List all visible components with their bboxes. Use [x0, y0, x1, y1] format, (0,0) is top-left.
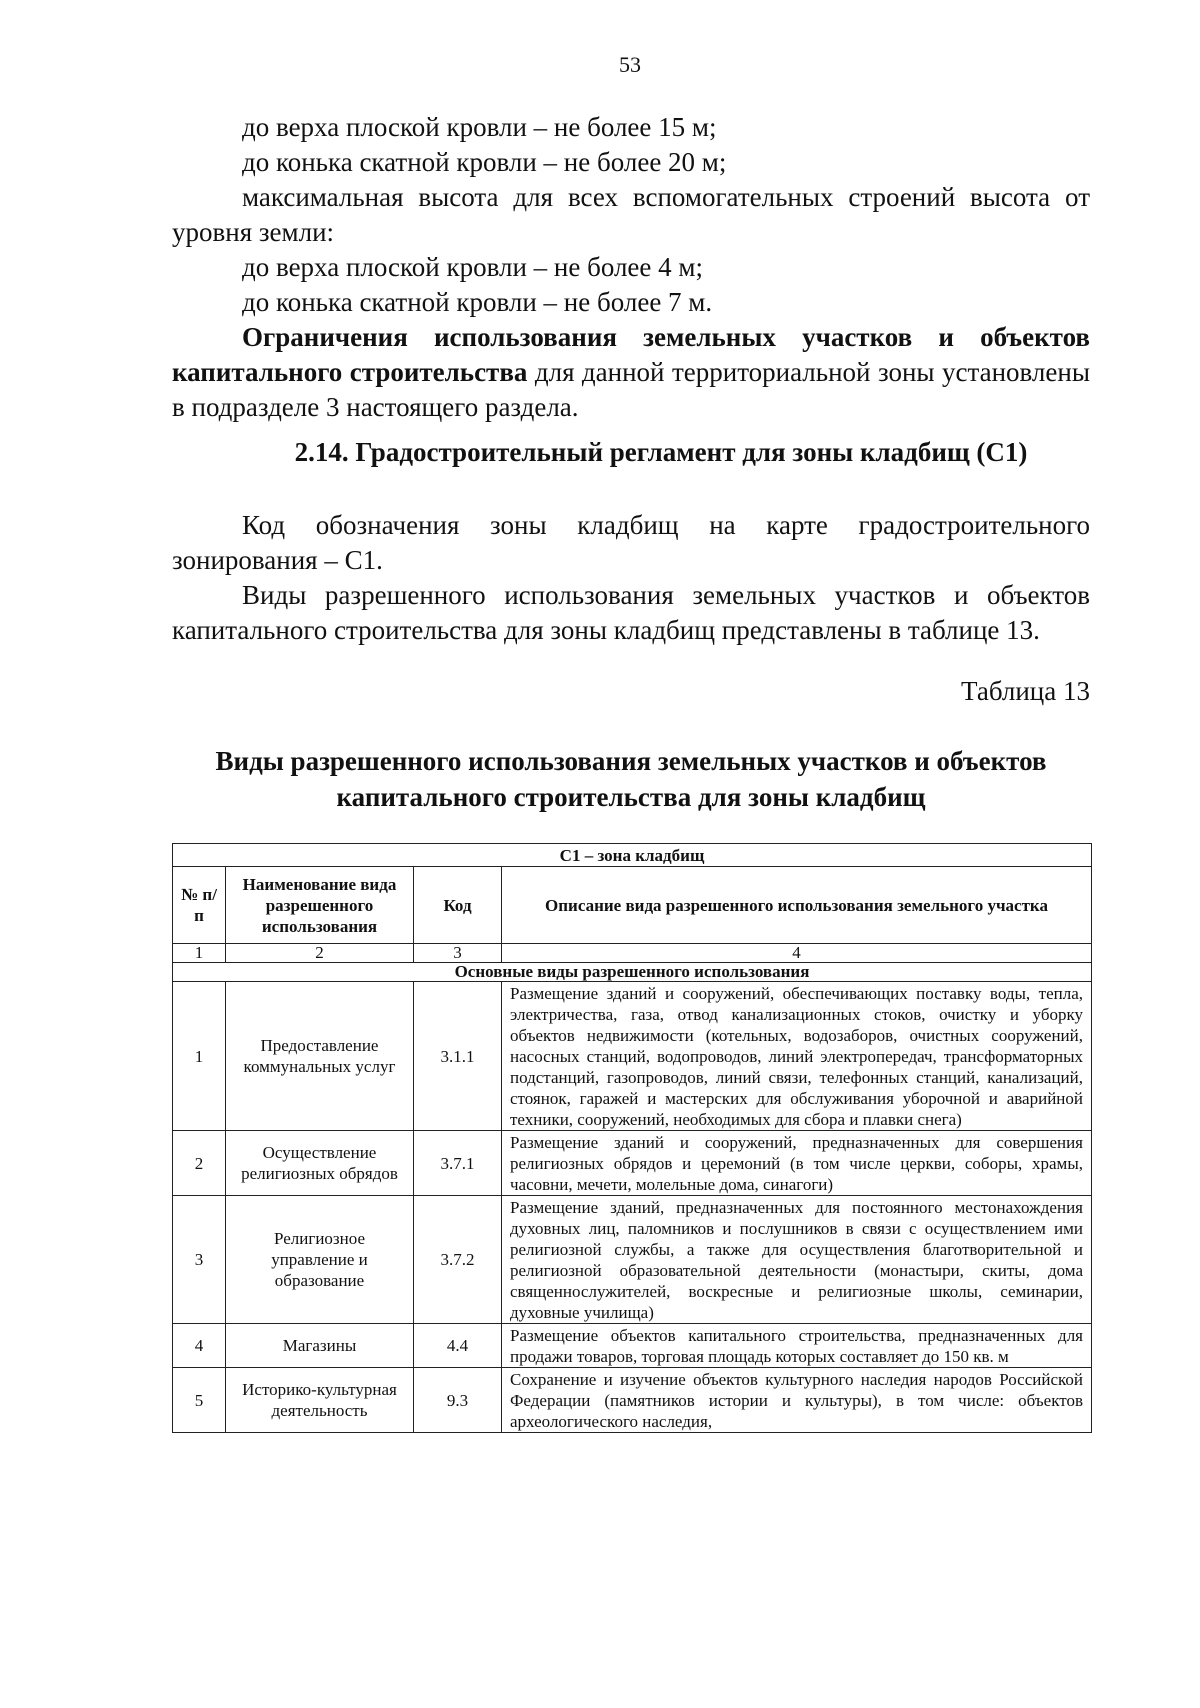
- intro-line-2: до конька скатной кровли – не более 20 м;: [242, 147, 727, 177]
- header-code: Код: [414, 867, 502, 944]
- header-num: № п/п: [173, 867, 226, 944]
- row-num: 2: [173, 1131, 226, 1196]
- body-paragraph-2: Виды разрешенного использования земельных участков и объектов капитального строительства для зоны кладбищ представлены в таблице 13.: [172, 580, 1090, 645]
- row-num: 3: [173, 1196, 226, 1324]
- row-desc: Размещение объектов капитального строительства, предназначенных для продажи товаров, торговая площадь которых составляет до 150 кв. м: [502, 1324, 1092, 1368]
- restrictions-paragraph: [172, 320, 1090, 425]
- body-block: [172, 508, 1090, 648]
- table-row: [173, 1196, 1092, 1324]
- row-code: 3.7.1: [414, 1131, 502, 1196]
- row-code: 4.4: [414, 1324, 502, 1368]
- table-title: [172, 743, 1090, 815]
- body-paragraph-1: Код обозначения зоны кладбищ на карте градостроительного зонирования – С1.: [172, 510, 1090, 575]
- intro-line-5: до конька скатной кровли – не более 7 м.: [242, 287, 713, 317]
- row-num: 1: [173, 982, 226, 1131]
- row-code: 3.1.1: [414, 982, 502, 1131]
- section-heading: 2.14. Градостроительный регламент для зоны кладбищ (С1): [294, 437, 1028, 467]
- col-number-1: 1: [173, 944, 226, 963]
- page-number: 53: [619, 52, 641, 77]
- header-desc: Описание вида разрешенного использования земельного участка: [502, 867, 1092, 944]
- regulations-table: [172, 843, 1092, 1433]
- row-name: Осуществление религиозных обрядов: [226, 1131, 414, 1196]
- row-num: 5: [173, 1368, 226, 1433]
- table-row: [173, 1368, 1092, 1433]
- row-name: Предоставление коммунальных услуг: [226, 982, 414, 1131]
- table-row: [173, 1324, 1092, 1368]
- row-desc: Размещение зданий и сооружений, предназначенных для совершения религиозных обрядов и церемоний (в том числе церкви, соборы, храмы, часовни, мечети, молельные дома, синагоги): [502, 1131, 1092, 1196]
- row-code: 9.3: [414, 1368, 502, 1433]
- row-name: Историко-культурная деятельность: [226, 1368, 414, 1433]
- row-desc: Размещение зданий, предназначенных для постоянного местонахождения духовных лиц, паломников и послушников в связи с осуществлением ими религиозной службы, а также для осуществления благотворительной и религиозной образовательной деятельности (монастыри, скиты, дома священнослужителей, воскресные и религиозные школы, семинарии, духовные училища): [502, 1196, 1092, 1324]
- row-name: Религиозное управление и образование: [226, 1196, 414, 1324]
- restrictions-bold: Ограничения использования земельных участков и объектов капитального строительства: [172, 322, 1090, 387]
- restrictions-rest: для данной территориальной зоны установлены в подразделе 3 настоящего раздела.: [172, 357, 1090, 422]
- table-row: [173, 1131, 1092, 1196]
- table-title-line-1: Виды разрешенного использования земельных участков и объектов: [215, 746, 1047, 776]
- table-label: Таблица 13: [961, 676, 1090, 706]
- intro-line-3: максимальная высота для всех вспомогательных строений высота от уровня земли:: [172, 182, 1090, 247]
- intro-line-1: до верха плоской кровли – не более 15 м;: [242, 112, 717, 142]
- col-number-4: 4: [502, 944, 1092, 963]
- table-row: [173, 982, 1092, 1131]
- main-uses-subheader: Основные виды разрешенного использования: [173, 963, 1092, 982]
- header-name: Наименование вида разрешенного использования: [226, 867, 414, 944]
- row-name: Магазины: [226, 1324, 414, 1368]
- col-number-2: 2: [226, 944, 414, 963]
- table-title-line-2: капитального строительства для зоны кладбищ: [336, 782, 926, 812]
- col-number-3: 3: [414, 944, 502, 963]
- row-code: 3.7.2: [414, 1196, 502, 1324]
- row-desc: Сохранение и изучение объектов культурного наследия народов Российской Федерации (памятников истории и культуры), в том числе: объектов археологического наследия,: [502, 1368, 1092, 1433]
- row-desc: Размещение зданий и сооружений, обеспечивающих поставку воды, тепла, электричества, газа, отвод канализационных стоков, очистку и уборку объектов недвижимости (котельных, водозаборов, очистных сооружений, насосных станций, водопроводов, линий электропередач, трансформаторных подстанций, газопроводов, линий связи, телефонных станций, канализаций, стоянок, гаражей и мастерских для обслуживания уборочной и аварийной техники, сооружений, необходимых для сбора и плавки снега): [502, 982, 1092, 1131]
- intro-block: [172, 110, 1090, 425]
- zone-header: С1 – зона кладбищ: [173, 844, 1092, 867]
- intro-line-4: до верха плоской кровли – не более 4 м;: [242, 252, 703, 282]
- row-num: 4: [173, 1324, 226, 1368]
